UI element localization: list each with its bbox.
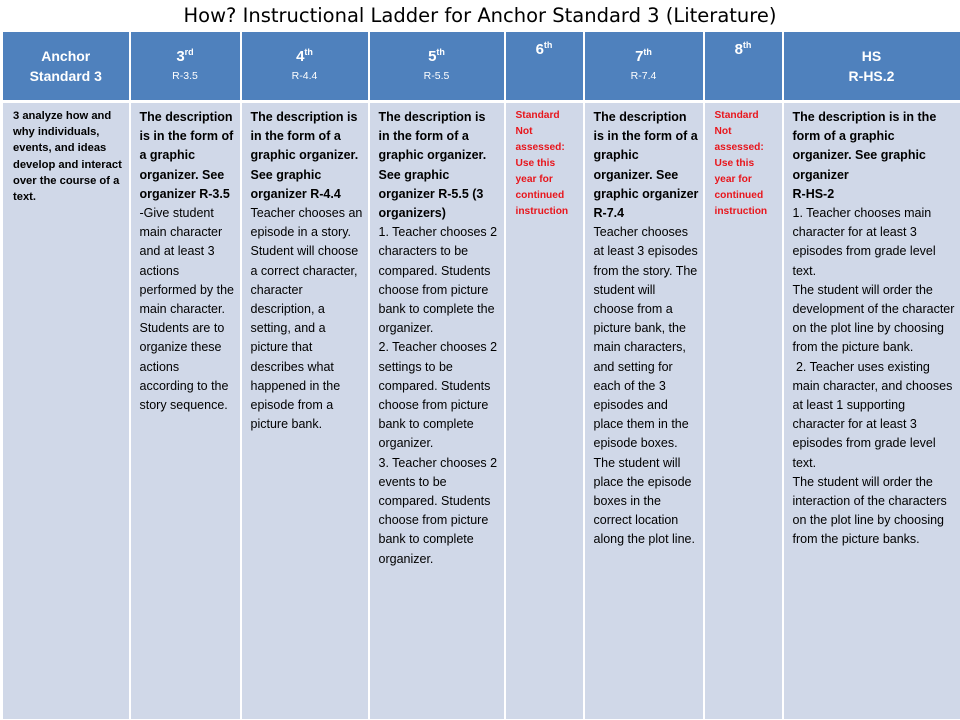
header-anchor-label: Anchor Standard 3 (29, 48, 102, 84)
cell-grade-3 (130, 102, 241, 720)
grade-3-instructions: -Give student main character and at least 3 actions performed by the main character. Students are to organize these actions according to the story sequence. (139, 206, 234, 413)
cell-grade-5 (369, 102, 505, 720)
header-grade-8-number: 8 (734, 41, 743, 58)
header-hs-code: R-HS.2 (848, 68, 895, 84)
cell-grade-4 (241, 102, 369, 720)
hs-step: 2. Teacher uses existing main character, and chooses at least 1 supporting character for at least 3 episodes from grade level text. (792, 359, 956, 470)
header-grade-6-label (508, 40, 581, 60)
grade-5-step: 2. Teacher chooses 2 settings to be compared. Students choose from picture bank to complete organizer. (378, 340, 498, 451)
grade-4-instructions: Teacher chooses an episode in a story. Student will choose a correct character, character description, a setting, and a picture that describes what happened in the episode from a picture bank. (250, 206, 363, 432)
header-grade-7-suffix: th (643, 47, 652, 57)
header-row (3, 32, 960, 102)
header-anchor-standard (3, 32, 130, 102)
header-grade-4-code: R-4.4 (291, 70, 318, 82)
hs-organizer-code: R-HS-2 (792, 186, 835, 201)
grade-3-description: The description is in the form of a graphic organizer. See organizer R-3.5 (139, 110, 234, 201)
cell-anchor-standard (3, 102, 130, 720)
header-grade-3-label (133, 47, 238, 67)
header-grade-7-label (587, 47, 701, 67)
grade-7-instructions-2: The student will place the episode boxes in the correct location along the plot line. (593, 455, 695, 547)
header-grade-3-number: 3 (176, 48, 185, 65)
header-grade-3-code: R-3.5 (172, 70, 198, 82)
header-hs (783, 32, 960, 102)
grade-6-not-assessed-note: Standard Not assessed: Use this year for continued instruction (515, 110, 569, 217)
header-grade-7-code: R-7.4 (630, 70, 657, 82)
header-grade-5-label (372, 47, 502, 67)
grade-5-description: The description is in the form of a graphic organizer. See graphic organizer R-5.5 (3 organizers) (378, 110, 487, 221)
grade-8-not-assessed-note: Standard Not assessed: Use this year for continued instruction (714, 110, 768, 217)
header-grade-7 (584, 32, 704, 102)
header-grade-6-suffix: th (543, 40, 553, 50)
header-grade-5-number: 5 (428, 48, 437, 65)
anchor-standard-text: 3 analyze how and why individuals, events, and ideas develop and interact over the course of a text. (13, 110, 122, 204)
cell-grade-8 (704, 102, 783, 720)
header-grade-5-suffix: th (436, 47, 445, 57)
instructional-ladder-table (2, 31, 960, 720)
table-row (3, 102, 960, 720)
header-grade-3 (130, 32, 241, 102)
header-grade-4-number: 4 (296, 48, 305, 65)
hs-step: The student will order the development of the character on the plot line by choosing from the picture bank. (792, 282, 955, 355)
header-grade-4-suffix: th (304, 47, 313, 57)
grade-5-step: 3. Teacher chooses 2 events to be compared. Students choose from picture bank to complete organizer. (378, 455, 498, 566)
hs-step: 1. Teacher chooses main character for at least 3 episodes from grade level text. (792, 206, 936, 278)
header-grade-4-label (244, 47, 366, 67)
header-grade-6-number: 6 (535, 41, 544, 58)
page-title: How? Instructional Ladder for Anchor Standard 3 (Literature) (183, 4, 777, 27)
header-grade-5 (369, 32, 505, 102)
header-grade-8-suffix: th (742, 40, 752, 50)
header-grade-7-number: 7 (635, 48, 644, 65)
grade-7-description: The description is in the form of a graphic organizer. See graphic organizer R-7.4 (593, 110, 699, 221)
cell-grade-7 (584, 102, 704, 720)
header-grade-8 (704, 32, 783, 102)
header-grade-6 (505, 32, 584, 102)
header-grade-8-label (707, 40, 780, 60)
header-grade-4 (241, 32, 369, 102)
grade-7-instructions: Teacher chooses at least 3 episodes from the story. The student will choose from a picture bank, the main characters, and setting for each of the 3 episodes and place them in the episode boxes. (593, 225, 698, 451)
header-grade-3-suffix: rd (184, 47, 194, 57)
header-hs-label: HS (861, 48, 882, 64)
grade-4-description: The description is in the form of a graphic organizer. See graphic organizer R-4.4 (250, 110, 359, 201)
hs-description: The description is in the form of a graphic organizer. See graphic organizer (792, 110, 937, 182)
grade-5-step: 1. Teacher chooses 2 characters to be compared. Students choose from picture bank to complete the organizer. (378, 225, 498, 336)
cell-grade-6 (505, 102, 584, 720)
cell-hs (783, 102, 960, 720)
hs-step: The student will order the interaction of the characters on the plot line by choosing from the picture banks. (792, 474, 947, 547)
header-grade-5-code: R-5.5 (423, 70, 450, 82)
